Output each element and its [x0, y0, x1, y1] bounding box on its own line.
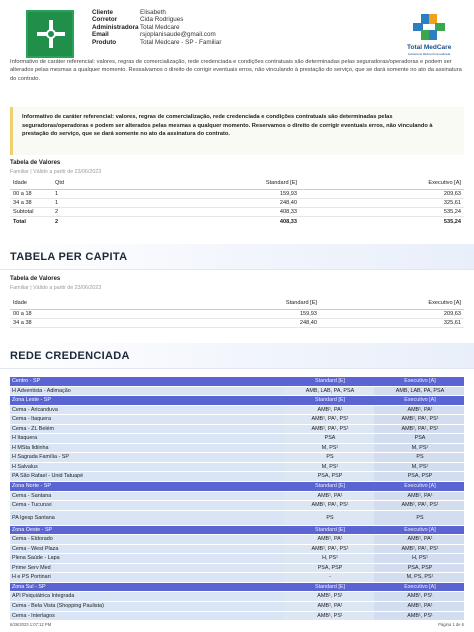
provider-row [10, 554, 464, 564]
footer-timestamp: 6/26/2023 1:07:12 PM [10, 622, 52, 627]
medcare-cross-icon [407, 12, 451, 44]
network-section-header [0, 343, 474, 369]
standard-coverage: M, PS¹ [284, 444, 374, 454]
provider-row [10, 511, 464, 526]
col-header: Standard [E] [170, 298, 320, 309]
executive-column-header: Executivo [A] [374, 526, 464, 536]
executive-column-header: Executivo [A] [374, 583, 464, 593]
provider-row [10, 573, 464, 583]
standard-coverage: AMB¹, PA¹ [284, 492, 374, 502]
table-row [10, 189, 464, 198]
standard-column-header: Standard [E] [284, 482, 374, 492]
table-cell: 34 a 38 [10, 318, 170, 327]
provider-row [10, 564, 464, 574]
notice-text: Informativo de caráter referencial: valores, regras de comercialização, rede credenciada e condições contratuais são determinadas pelas seguradoras/operadoras e podem ser alterados pelas mesmas a qualquer momento. Reservamos o direito de corrigir eventuais erros, não vinculando à prestação do serviço, que se dará somente no ato da assinatura do contrato. [22, 114, 433, 138]
produto-value: Total Medcare - SP - Familiar [140, 38, 222, 46]
provider-row [10, 444, 464, 454]
capita-table-header [10, 298, 464, 309]
standard-coverage: PS [284, 511, 374, 526]
info-row-produto [92, 39, 221, 46]
executive-coverage: M, PS¹ [374, 444, 464, 454]
logo-center-dot [46, 29, 56, 39]
provider-row [10, 453, 464, 463]
email-label: Email [92, 31, 109, 39]
provider-row [10, 535, 464, 545]
executive-coverage: PSA [374, 434, 464, 444]
provider-row [10, 612, 464, 622]
info-row-cliente [92, 9, 221, 16]
values-table-title: Tabela de Valores [10, 160, 61, 166]
table-cell: 159,93 [170, 309, 320, 318]
executive-column-header: Executivo [A] [374, 482, 464, 492]
standard-coverage: PSA, PSP [284, 472, 374, 482]
administradora-label: Administradora [92, 23, 139, 31]
zone-header-row [10, 526, 464, 536]
standard-coverage: AMB, LAB, PA, PSA [284, 387, 374, 397]
table-cell: 34 a 38 [10, 198, 52, 207]
table-cell: Total [10, 216, 52, 227]
standard-column-header: Standard [E] [284, 377, 374, 387]
values-table [10, 178, 464, 227]
standard-coverage: AMB¹, PA¹, PS¹ [284, 501, 374, 511]
executive-coverage: AMB¹, PA¹, PS¹ [374, 545, 464, 555]
table-cell: 535,24 [300, 216, 464, 227]
company-logo [26, 10, 74, 58]
table-row [10, 318, 464, 327]
brand-name: Total MedCare [407, 44, 452, 51]
provider-name: H Adventista - Adimação [10, 387, 284, 397]
provider-name: Prime Serv Med [10, 564, 284, 574]
network-table [10, 377, 464, 621]
provider-row [10, 406, 464, 416]
executive-coverage: AMB¹, PA¹, PS¹ [374, 501, 464, 511]
standard-coverage: AMB¹, PA¹, PS¹ [284, 545, 374, 555]
zone-name: Zona Oeste - SP [10, 526, 284, 536]
table-cell: 1 [52, 189, 172, 198]
table-cell: 00 a 18 [10, 189, 52, 198]
provider-name: Cema - Itaquera [10, 415, 284, 425]
executive-coverage: AMB¹, PA¹ [374, 535, 464, 545]
zone-header-row [10, 583, 464, 593]
table-row [10, 198, 464, 207]
executive-coverage: AMB¹, PA¹ [374, 406, 464, 416]
provider-name: Plena Saúde - Lapa [10, 554, 284, 564]
standard-coverage: AMB¹, PA¹ [284, 602, 374, 612]
standard-coverage: PSA [284, 434, 374, 444]
table-cell: 408,33 [172, 207, 300, 216]
table-cell: 00 a 18 [10, 309, 170, 318]
cliente-label: Cliente [92, 9, 113, 16]
executive-column-header: Executivo [A] [374, 396, 464, 406]
provider-row [10, 602, 464, 612]
executive-coverage: AMB¹, PS¹ [374, 612, 464, 622]
executive-coverage: H, PS¹ [374, 554, 464, 564]
provider-name: H Salvalus [10, 463, 284, 473]
provider-row [10, 387, 464, 397]
provider-name: Cema - Tucuruvi [10, 501, 284, 511]
col-header: Executivo [A] [300, 178, 464, 189]
provider-row [10, 463, 464, 473]
standard-coverage: AMB¹, PA¹ [284, 406, 374, 416]
capita-table-title: Tabela de Valores [10, 276, 61, 282]
provider-row [10, 415, 464, 425]
disclaimer-text: Informativo de caráter referencial: valores, regras de comercialização, rede credenciada e condições contratuais são determinadas pelas seguradoras/operadoras e podem ser alterados pelas mesmas a qualquer momento. Ressalvamos o direito de corrigir eventuais erros, não vinculando à prestação do serviço, que se dará somente no ato da assinatura do contrato. [10, 59, 462, 82]
capita-section-header [0, 244, 474, 270]
zone-name: Centro - SP [10, 377, 284, 387]
provider-name: Cema - ZL Belém [10, 425, 284, 435]
produto-label: Produto [92, 38, 117, 46]
total-medcare-logo [407, 12, 451, 56]
zone-header-row [10, 482, 464, 492]
table-cell: 2 [52, 207, 172, 216]
zone-header-row [10, 377, 464, 387]
col-header: Standard [E] [172, 178, 300, 189]
info-row-administradora [92, 24, 221, 31]
provider-row [10, 472, 464, 482]
provider-name: PA São Rafael - Unid Tatuapé [10, 472, 284, 482]
brand-tagline: Assistência Médica Personalizada [407, 52, 451, 56]
table-cell: 209,63 [320, 309, 464, 318]
standard-coverage: - [284, 573, 374, 583]
standard-column-header: Standard [E] [284, 583, 374, 593]
executive-coverage: M, PS, PS¹ [374, 573, 464, 583]
capita-section-title: TABELA PER CAPITA [10, 251, 128, 263]
provider-row [10, 501, 464, 511]
executive-coverage: M, PS¹ [374, 463, 464, 473]
col-header: Idade [10, 298, 170, 309]
provider-name: PA Igesp Santana [10, 511, 284, 526]
table-cell: 209,63 [300, 189, 464, 198]
standard-coverage: AMB¹, PA¹, PS¹ [284, 425, 374, 435]
provider-row [10, 425, 464, 435]
executive-coverage: AMB¹, PA¹, PS¹ [374, 415, 464, 425]
provider-name: H MSta Ildiinha [10, 444, 284, 454]
footer-page-number: Página 1 de 6 [438, 622, 464, 627]
total-row [10, 216, 464, 227]
email-value: rsjoplanisaude@gmail.com [140, 31, 216, 39]
provider-name: Cema - Eldorado [10, 535, 284, 545]
col-header: Executivo [A] [320, 298, 464, 309]
values-table-header [10, 178, 464, 189]
provider-name: Cema - Interlagos [10, 612, 284, 622]
standard-column-header: Standard [E] [284, 526, 374, 536]
table-cell: 1 [52, 198, 172, 207]
table-cell: 408,33 [172, 216, 300, 227]
corretor-value: Cida Rodrigues [140, 16, 184, 24]
executive-coverage: AMB¹, PA¹ [374, 492, 464, 502]
cliente-value: Elisabeth [140, 9, 166, 16]
table-cell: Subtotal [10, 207, 52, 216]
provider-row [10, 592, 464, 602]
standard-coverage: AMB¹, PA¹, PS¹ [284, 415, 374, 425]
standard-column-header: Standard [E] [284, 396, 374, 406]
capita-table [10, 298, 464, 328]
table-cell: 248,40 [170, 318, 320, 327]
info-row-corretor [92, 16, 221, 23]
executive-coverage: PSA, PSP [374, 564, 464, 574]
provider-name: Cema - West Plaza [10, 545, 284, 555]
executive-column-header: Executivo [A] [374, 377, 464, 387]
executive-coverage: PS [374, 453, 464, 463]
provider-name: H Itaquera [10, 434, 284, 444]
corretor-label: Corretor [92, 16, 118, 24]
executive-coverage: PSA, PSP [374, 472, 464, 482]
table-row [10, 207, 464, 216]
provider-name: Cema - Bela Vista (Shopping Paulista) [10, 602, 284, 612]
executive-coverage: AMB, LAB, PA, PSA [374, 387, 464, 397]
table-row [10, 309, 464, 318]
standard-coverage: AMB¹, PS¹ [284, 592, 374, 602]
standard-coverage: AMB¹, PA¹ [284, 535, 374, 545]
provider-name: API Psiquiátrica Integrada [10, 592, 284, 602]
provider-name: H e PS Portinari [10, 573, 284, 583]
zone-name: Zona Leste - SP [10, 396, 284, 406]
provider-row [10, 434, 464, 444]
standard-coverage: PS [284, 453, 374, 463]
table-cell: 325,61 [320, 318, 464, 327]
standard-coverage: AMB¹, PS¹ [284, 612, 374, 622]
notice-box [10, 107, 464, 155]
table-cell: 535,24 [300, 207, 464, 216]
table-cell: 248,40 [172, 198, 300, 207]
administradora-value: Total Medcare [140, 23, 180, 31]
col-header: Idade [10, 178, 52, 189]
provider-row [10, 545, 464, 555]
provider-row [10, 492, 464, 502]
values-table-subtitle: Familiar | Válido a partir de 23/06/2023 [10, 169, 102, 175]
executive-coverage: AMB¹, PA¹ [374, 602, 464, 612]
executive-coverage: AMB¹, PS¹ [374, 592, 464, 602]
table-cell: 2 [52, 216, 172, 227]
provider-name: Cema - Santana [10, 492, 284, 502]
executive-coverage: AMB¹, PA¹, PS¹ [374, 425, 464, 435]
zone-header-row [10, 396, 464, 406]
client-info [92, 9, 221, 46]
zone-name: Zona Sul - SP [10, 583, 284, 593]
standard-coverage: M, PS¹ [284, 463, 374, 473]
standard-coverage: PSA, PSP [284, 564, 374, 574]
capita-table-subtitle: Familiar | Válido a partir de 23/06/2023 [10, 285, 102, 291]
standard-coverage: H, PS¹ [284, 554, 374, 564]
provider-name: H Sagrada Família - SP [10, 453, 284, 463]
provider-name: Cema - Aricanduva [10, 406, 284, 416]
col-header: Qtd [52, 178, 172, 189]
executive-coverage: PS [374, 511, 464, 526]
table-cell: 159,93 [172, 189, 300, 198]
table-cell: 325,61 [300, 198, 464, 207]
zone-name: Zona Norte - SP [10, 482, 284, 492]
network-section-title: REDE CREDENCIADA [10, 350, 130, 362]
info-row-email [92, 31, 221, 38]
